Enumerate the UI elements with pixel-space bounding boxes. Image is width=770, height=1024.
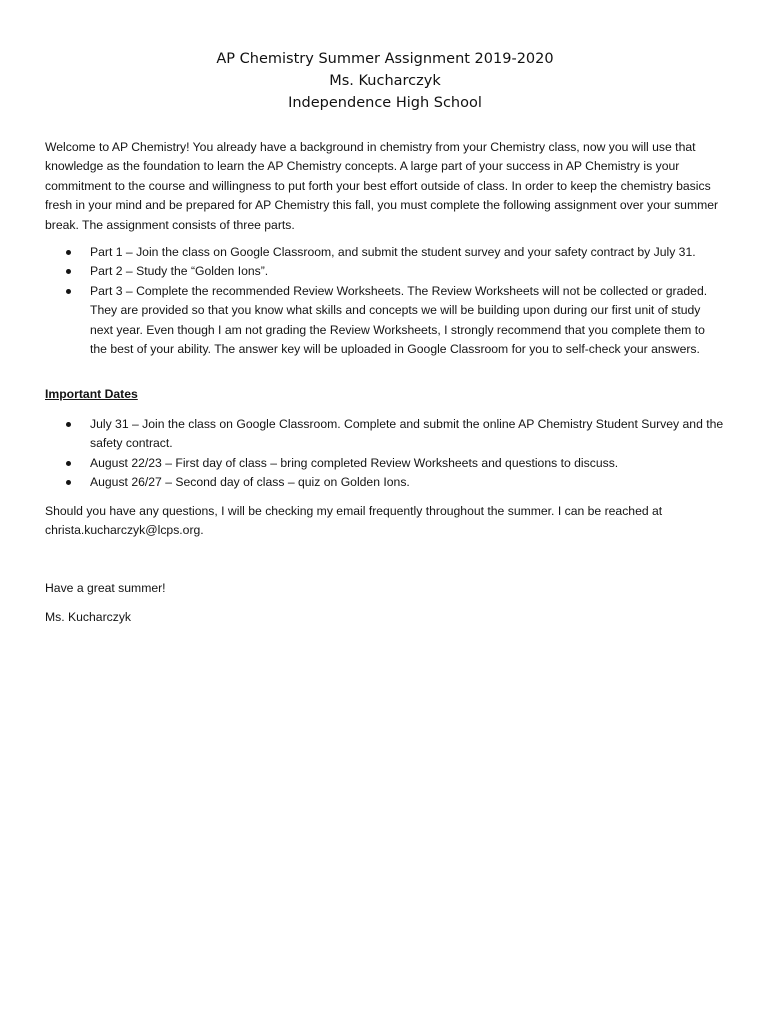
bullet-icon — [66, 480, 71, 485]
list-item — [45, 454, 725, 473]
list-item — [45, 282, 725, 360]
list-item — [45, 262, 725, 281]
important-dates-heading: Important Dates — [45, 387, 138, 401]
bullet-icon — [66, 461, 71, 466]
part-2-text: Part 2 – Study the “Golden Ions”. — [90, 264, 269, 279]
part-1-text: Part 1 – Join the class on Google Classroom, and submit the student survey and your safety contract by July 31. — [90, 245, 696, 259]
date-item-2-text: August 22/23 – First day of class – bring completed Review Worksheets and questions to discuss. — [90, 455, 619, 470]
document-title: AP Chemistry Summer Assignment 2019-2020 — [216, 51, 554, 67]
list-item — [45, 243, 725, 262]
signature-line: Ms. Kucharczyk — [45, 610, 132, 624]
list-item — [45, 415, 725, 454]
teacher-name: Ms. Kucharczyk — [329, 73, 441, 89]
document-header — [0, 48, 770, 114]
important-dates-list — [45, 415, 725, 493]
assignment-parts-list — [45, 243, 725, 359]
bullet-icon — [66, 422, 71, 427]
school-name: Independence High School — [288, 95, 482, 111]
date-item-3-text: August 26/27 – Second day of class – quiz on Golden Ions. — [90, 475, 410, 490]
bullet-icon — [66, 289, 71, 294]
questions-paragraph: Should you have any questions, I will be checking my email frequently throughout the summer. I can be reached at christa.kucharczyk@lcps.org. — [45, 504, 663, 538]
date-item-1-text: July 31 – Join the class on Google Classroom. Complete and submit the online AP Chemistry Student Survey and the safety contract. — [90, 417, 724, 451]
bullet-icon — [66, 269, 71, 274]
intro-paragraph: Welcome to AP Chemistry! You already have a background in chemistry from your Chemistry class, now you will use that knowledge as the foundation to learn the AP Chemistry concepts. A large part of your success in AP Chemistry is your commitment to the course and willingness to put forth your best effort outside of class. In order to keep the chemistry basics fresh in your mind and be prepared for AP Chemistry this fall, you must complete the following assignment over your summer break. The assignment consists of three parts. — [45, 140, 719, 232]
part-3-text: Part 3 – Complete the recommended Review Worksheets. The Review Worksheets will not be collected or graded. They are provided so that you know what skills and concepts we will be building upon during our first unit of study next year. Even though I am not grading the Review Worksheets, I strongly recommend that you complete them to the best of your ability. The answer key will be uploaded in Google Classroom for you to self-check your answers. — [90, 283, 708, 357]
bullet-icon — [66, 250, 71, 255]
list-item — [45, 473, 725, 492]
closing-line: Have a great summer! — [45, 581, 166, 595]
